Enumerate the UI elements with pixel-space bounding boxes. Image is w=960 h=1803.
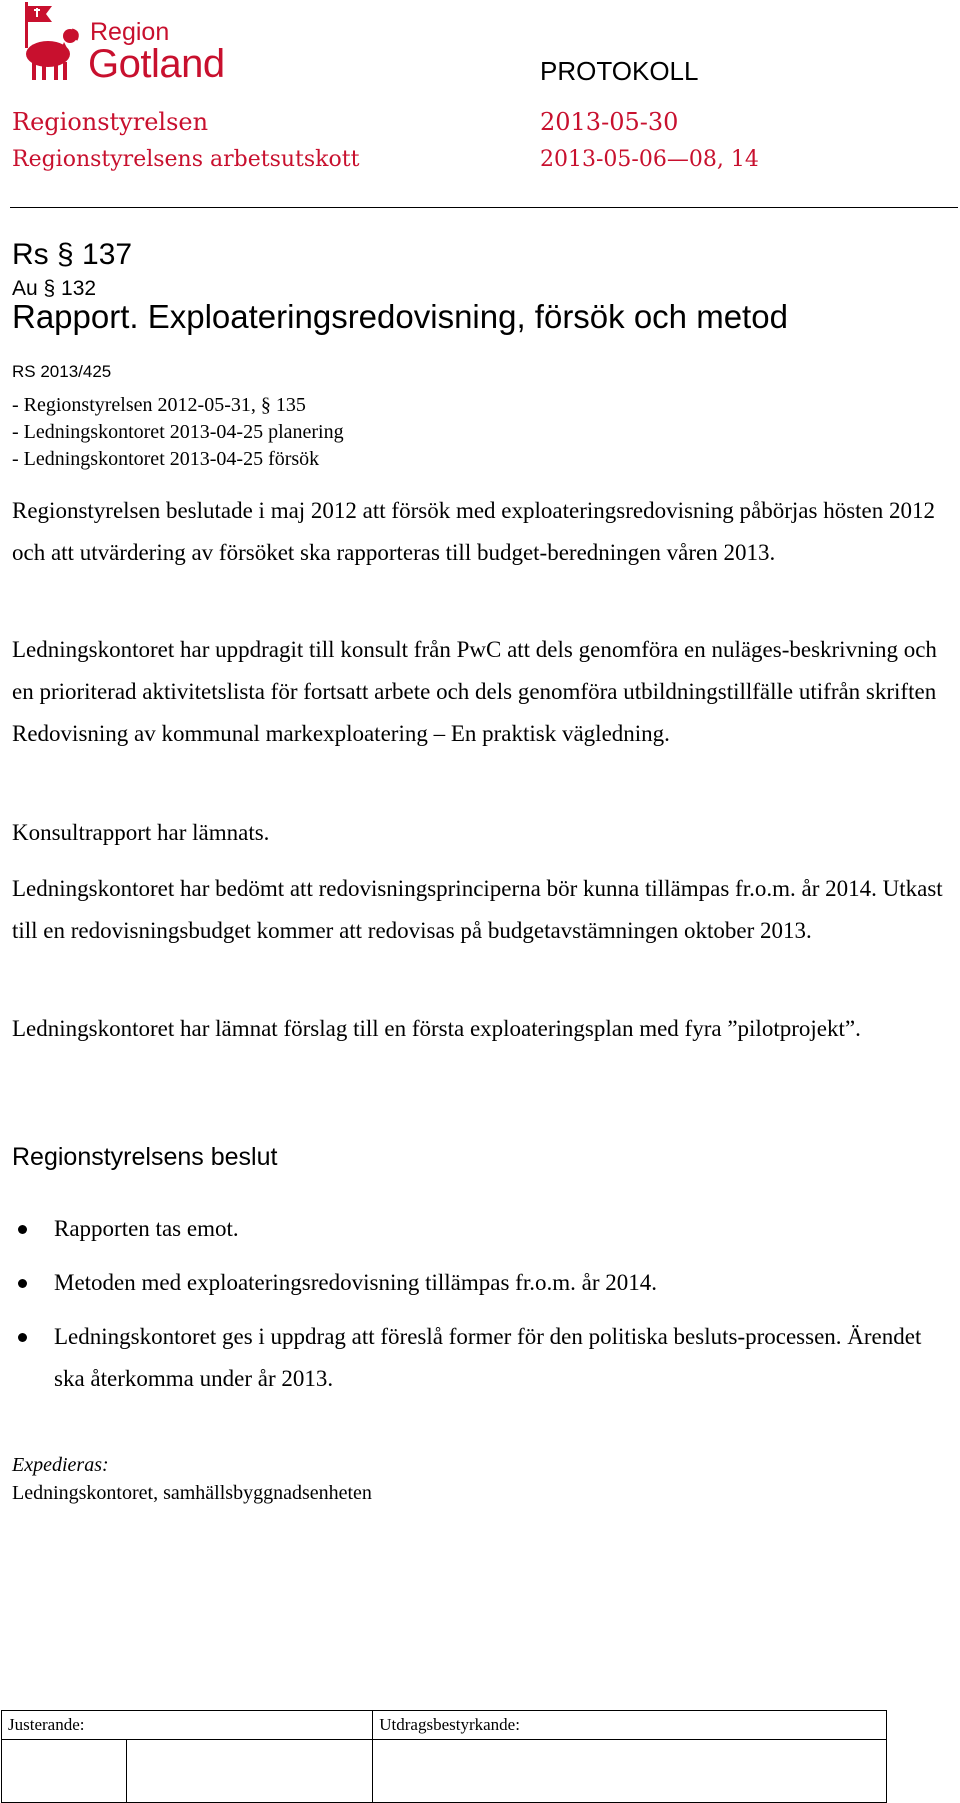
- dispatch-recipient: Ledningskontoret, samhällsbyggnadsenheten: [12, 1482, 372, 1504]
- page-title: Rapport. Exploateringsredovisning, försök och metod: [12, 298, 788, 335]
- list-item: - Ledningskontoret 2013-04-25 planering: [12, 421, 344, 443]
- justerande-label: Justerande:: [8, 1715, 85, 1734]
- list-item: [12, 1262, 952, 1304]
- committee-name: Regionstyrelsens arbetsutskott: [12, 147, 360, 172]
- logo-text-gotland: Gotland: [88, 42, 225, 86]
- logo-text-region: Region: [90, 18, 170, 46]
- signature-box: [373, 1740, 887, 1803]
- case-number: RS 2013/425: [12, 362, 112, 381]
- ram-emblem-icon: [12, 2, 80, 84]
- signature-table: [1, 1710, 887, 1803]
- au-paragraph-number: Au § 132: [12, 277, 97, 300]
- list-item: [12, 1316, 952, 1400]
- body-paragraph: Ledningskontoret har lämnat förslag till en första exploateringsplan med fyra ”pilotprojekt”.: [12, 1016, 861, 1041]
- signature-box: [127, 1740, 373, 1803]
- bullet-icon: [18, 1279, 27, 1288]
- list-item: - Regionstyrelsen 2012-05-31, § 135: [12, 394, 306, 416]
- utdrag-label: Utdragsbestyrkande:: [379, 1715, 520, 1734]
- body-paragraph: Konsultrapport har lämnats.: [12, 820, 270, 845]
- dispatch-label: Expedieras:: [12, 1454, 109, 1476]
- committee-dates: 2013-05-06—08, 14: [540, 147, 759, 172]
- meeting-date: 2013-05-30: [540, 108, 679, 136]
- list-item: [12, 1208, 952, 1250]
- region-gotland-logo: [12, 2, 225, 86]
- decision-text: Metoden med exploateringsredovisning tillämpas fr.o.m. år 2014.: [54, 1270, 657, 1295]
- utdrag-cell: [373, 1711, 887, 1740]
- justerande-cell: [2, 1711, 373, 1740]
- list-item: - Ledningskontoret 2013-04-25 försök: [12, 448, 320, 470]
- body-paragraph: Regionstyrelsen beslutade i maj 2012 att försök med exploateringsredovisning påbörjas hösten 2012 och att utvärdering av försöket ska rapporteras till budget-beredningen våren 2013.: [12, 498, 936, 565]
- rs-paragraph-number: Rs § 137: [12, 238, 133, 271]
- decision-heading: Regionstyrelsens beslut: [12, 1143, 278, 1171]
- body-paragraph: Ledningskontoret har uppdragit till konsult från PwC att dels genomföra en nuläges-beskrivning och en prioriterad aktivitetslista för fortsatt arbete och dels genomföra utbildningstillfälle utifrån skriften Redovisning av kommunal markexploatering – En praktisk vägledning.: [12, 637, 937, 746]
- decision-text: Rapporten tas emot.: [54, 1216, 239, 1241]
- bullet-icon: [18, 1225, 27, 1234]
- body-name: Regionstyrelsen: [12, 108, 209, 136]
- signature-box: [2, 1740, 127, 1803]
- body-paragraph: Ledningskontoret har bedömt att redovisningsprinciperna bör kunna tillämpas fr.o.m. år 2014. Utkast till en redovisningsbudget kommer att redovisas på budgetavstämningen oktober 2013.: [12, 876, 943, 943]
- reference-list: [12, 392, 344, 473]
- decision-list: [12, 1208, 952, 1412]
- decision-text: Ledningskontoret ges i uppdrag att föreslå former för den politiska besluts-processen. Ärendet ska återkomma under år 2013.: [54, 1324, 922, 1391]
- bullet-icon: [18, 1333, 27, 1342]
- document-type: PROTOKOLL: [540, 56, 699, 86]
- header-divider: [10, 207, 958, 208]
